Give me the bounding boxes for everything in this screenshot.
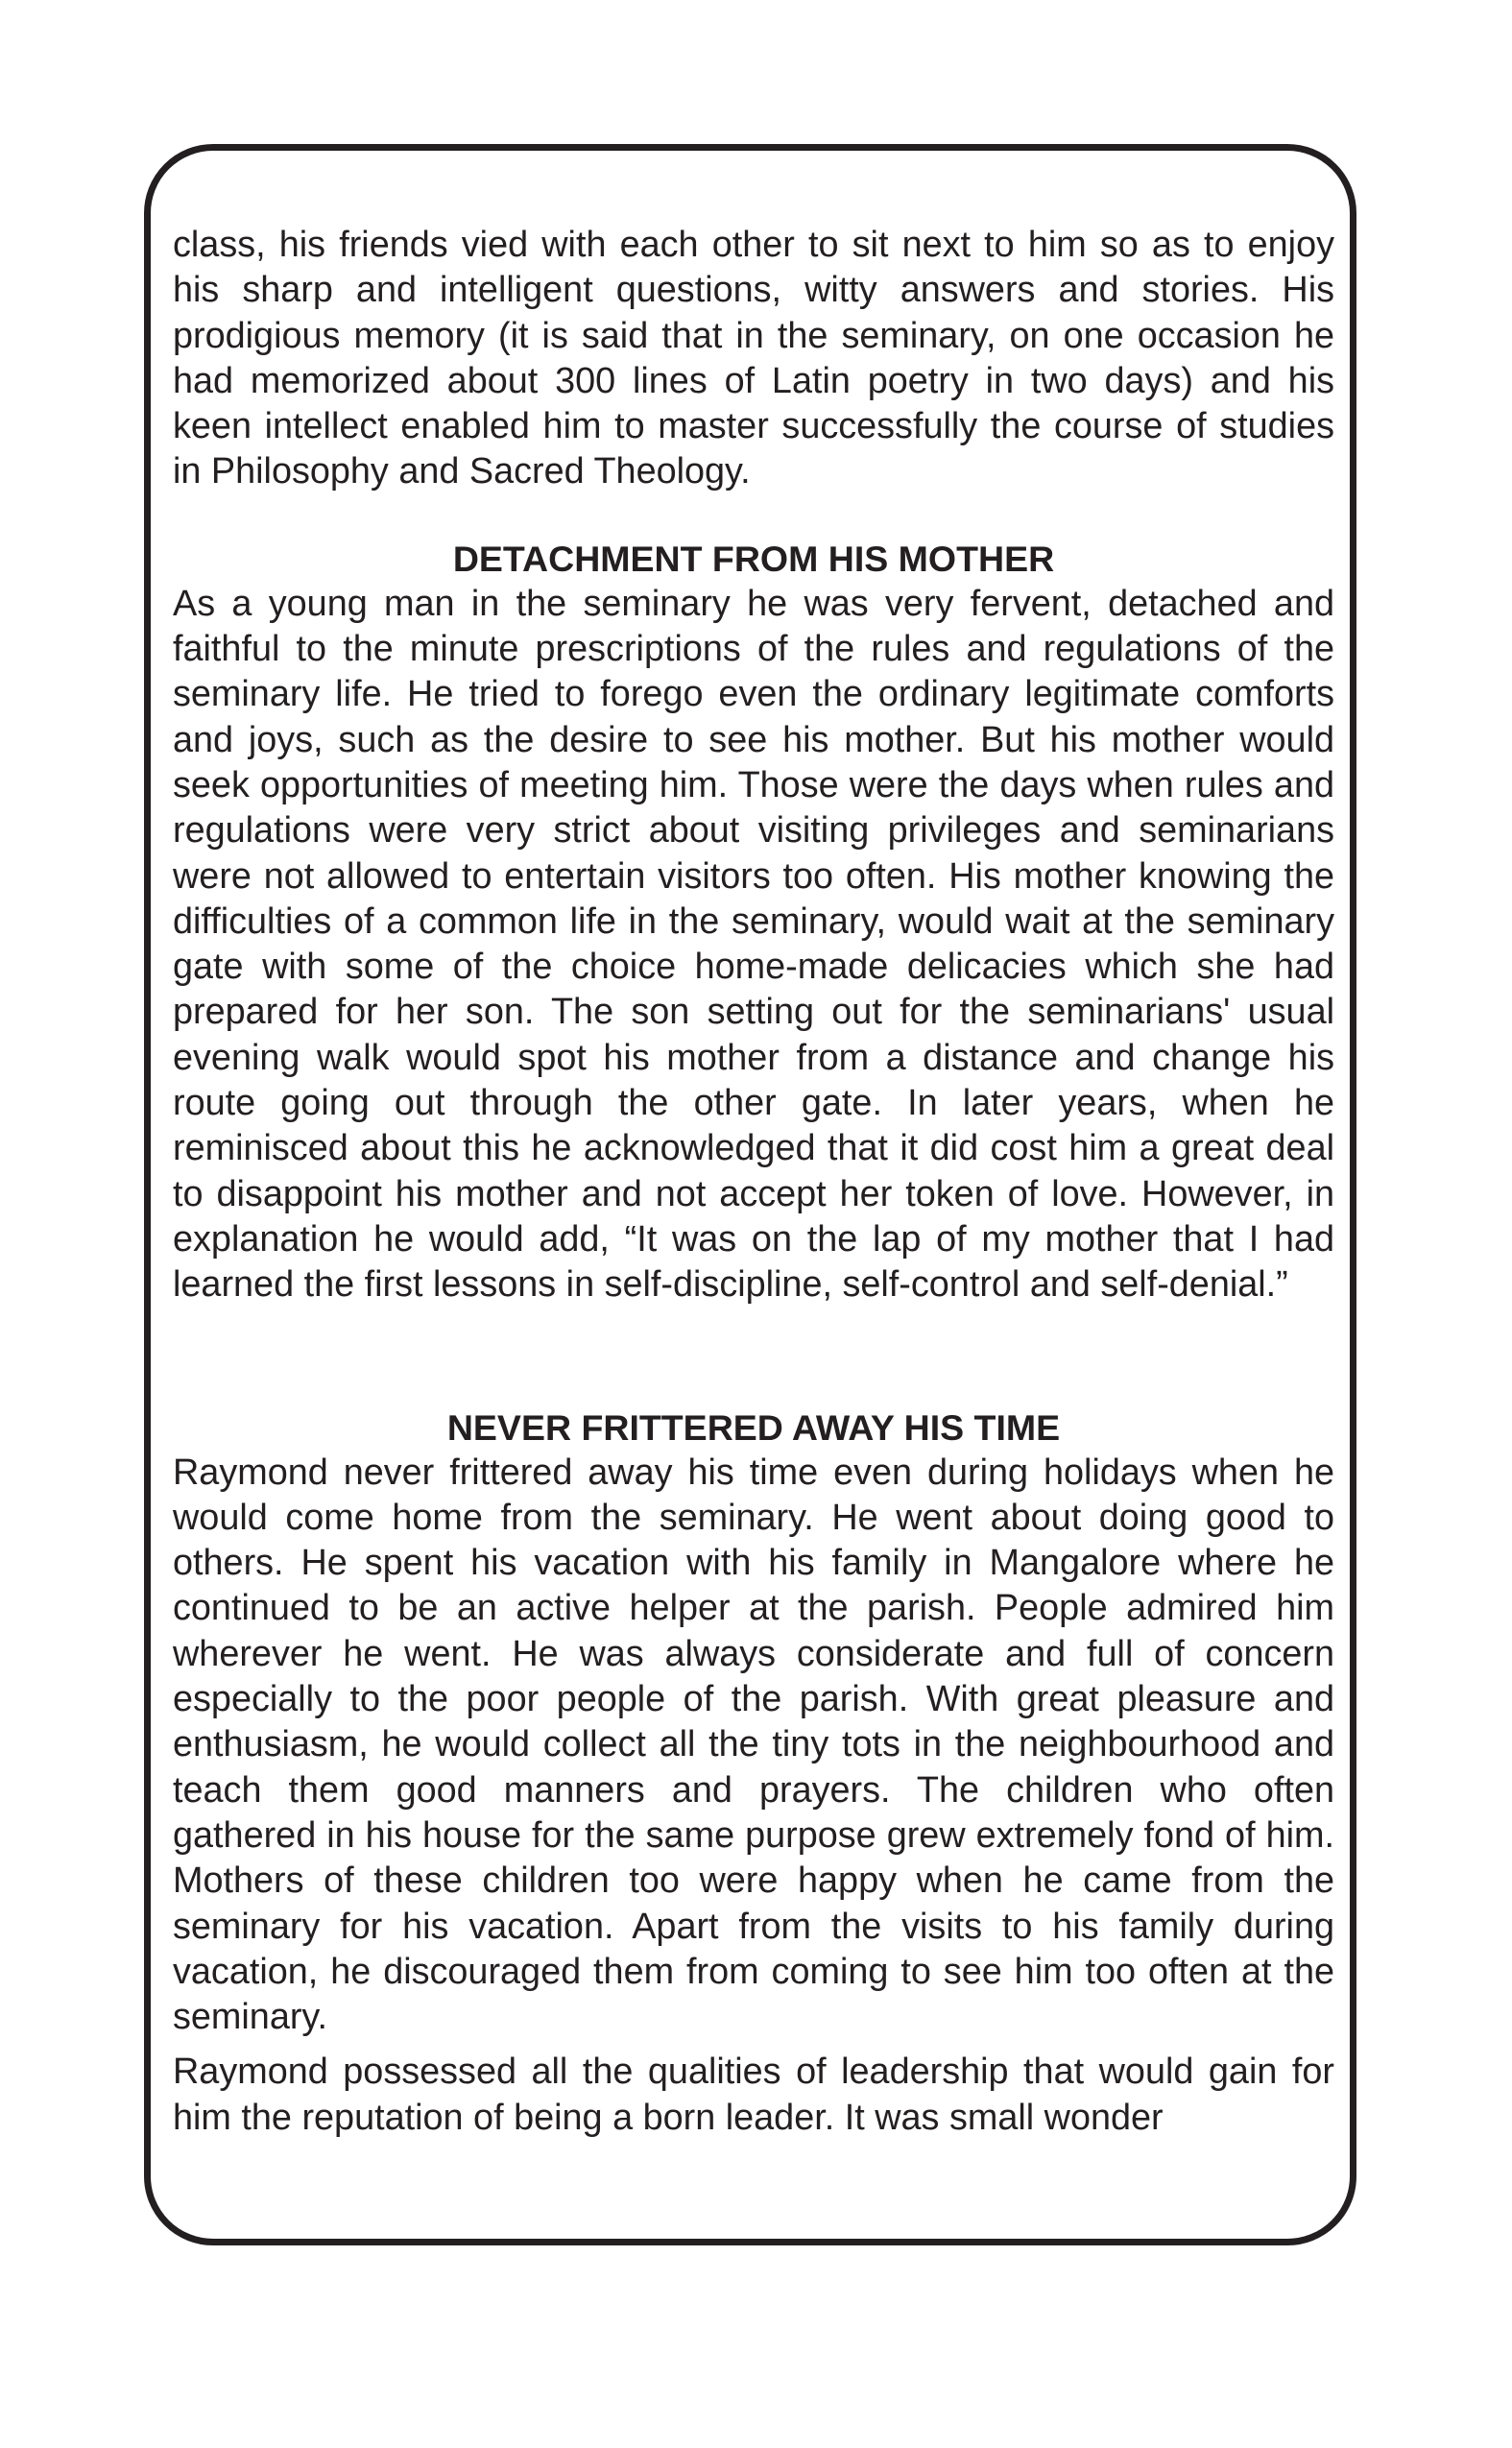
leadership-paragraph: Raymond possessed all the qualities of leadership that would gain for him the reputation of being a born leader. It was small wonder (173, 2052, 1334, 2138)
detachment-paragraph: As a young man in the seminary he was very fervent, detached and faithful to the minute prescriptions of the rules and regulations of the seminary life. He tried to forego even the ordinary legitimate comforts and joys, such as the desire to see his mother. But his mother would seek opportunities of meeting him. Those were the days when rules and regulations were very strict about visiting privileges and seminarians were not allowed to entertain visitors too often. His mother knowing the difficulties of a common life in the seminary, would wait at the seminary gate with some of the choice home-made delicacies which she had prepared for her son. The son setting out for the seminarians' usual evening walk would spot his mother from a distance and change his route going out through the other gate. In later years, when he reminisced about this he acknowledged that it did cost him a great deal to disappoint his mother and not accept her token of love. However, in explanation he would add, “It was on the lap of my mother that I had learned the first lessons in self-discipline, self-control and self-denial.” (173, 583, 1334, 1306)
page-text-body (173, 223, 1334, 2141)
section-heading-time: NEVER FRITTERED AWAY HIS TIME (446, 1406, 1061, 1448)
time-paragraph: Raymond never frittered away his time even during holidays when he would come home from the seminary. He went about doing good to others. He spent his vacation with his family in Mangalore where he continued to be an active helper at the parish. People admired him wherever he went. He was always considerate and full of concern especially to the poor people of the parish. With great pleasure and enthusiasm, he would collect all the tiny tots in the neighbourhood and teach them good manners and prayers. The children who often gathered in his house for the same purpose grew extremely fond of him. Mothers of these children too were happy when he came from the seminary for his vacation. Apart from the visits to his family during vacation, he discouraged them from coming to see him too often at the seminary. (173, 1452, 1334, 2038)
spacer (173, 1308, 1334, 1405)
spacer (173, 495, 1334, 537)
opening-paragraph: class, his friends vied with each other to sit next to him so as to enjoy his sharp and intelligent questions, witty answers and stories. His prodigious memory (it is said that in the seminary, on one occasion he had memorized about 300 lines of Latin poetry in two days) and his keen intellect enabled him to master successfully the course of studies in Philosophy and Sacred Theology. (173, 225, 1334, 492)
section-heading-detachment: DETACHMENT FROM HIS MOTHER (452, 538, 1055, 579)
spacer (173, 2040, 1334, 2050)
